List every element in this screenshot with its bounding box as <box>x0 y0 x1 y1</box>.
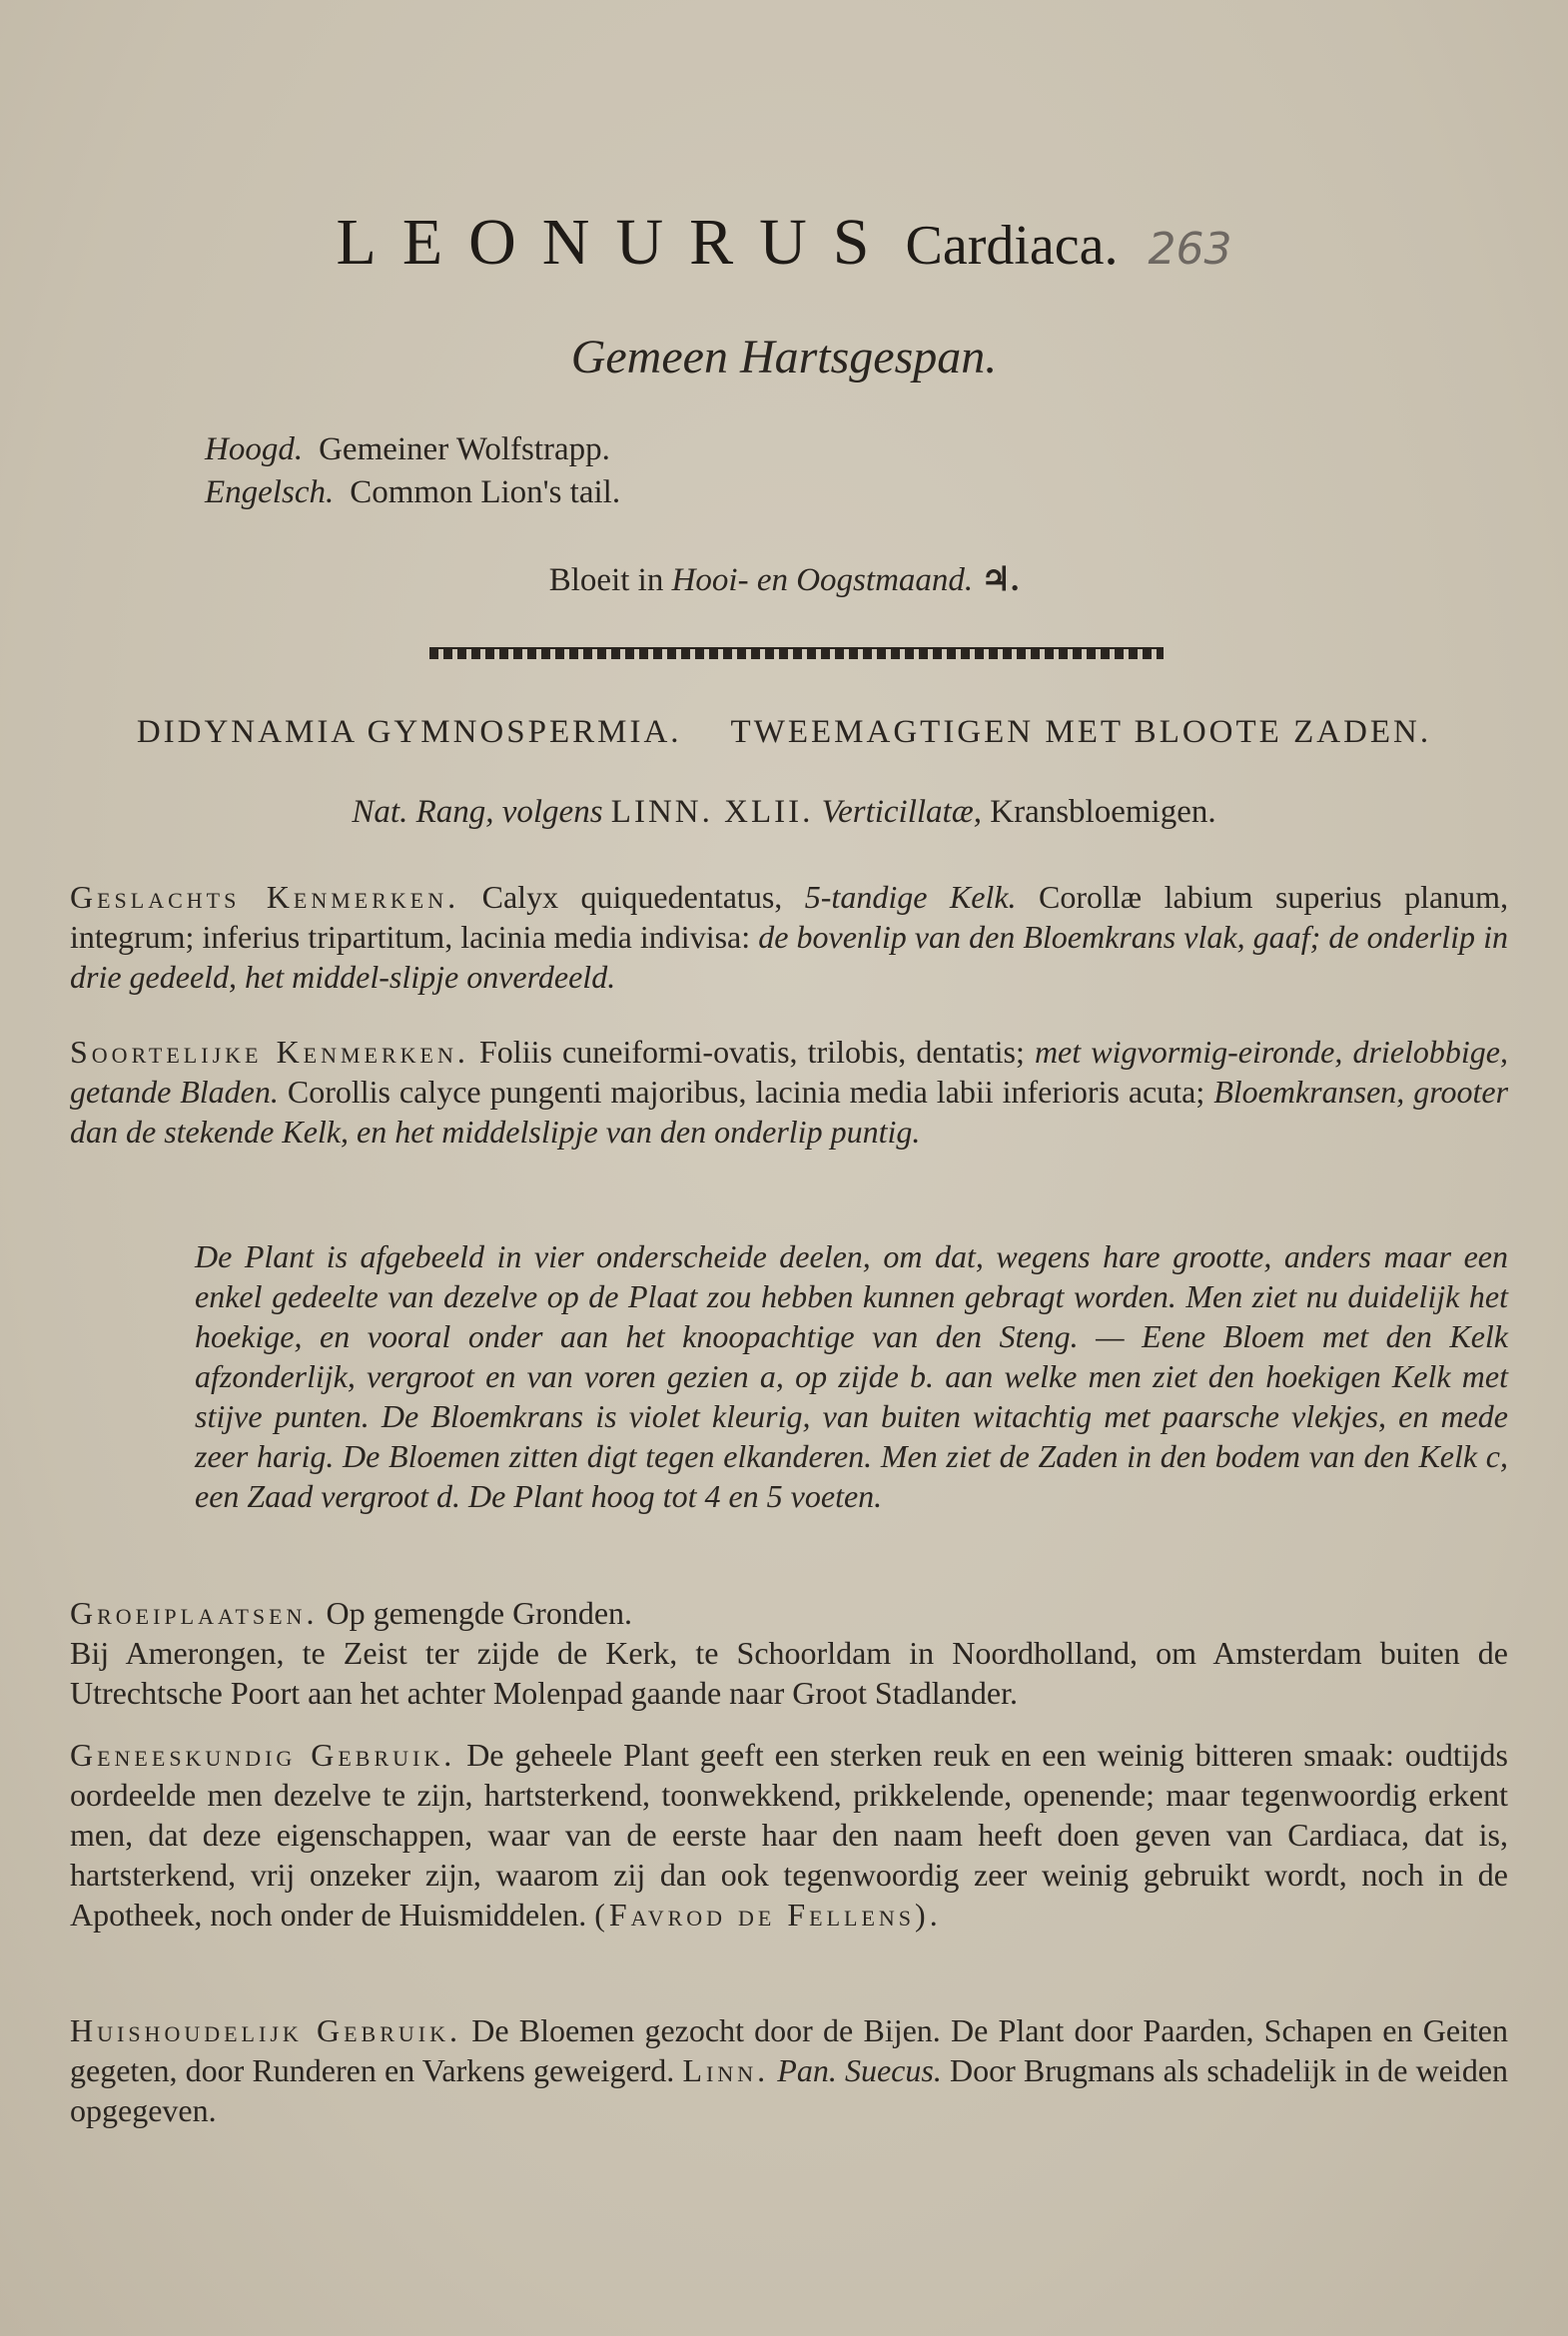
page-title <box>0 205 1568 281</box>
household-text-2: Door Brugmans als schadelijk in de weiden opgegeven. <box>70 2052 1509 2128</box>
section-heading: Huishoudelijk Gebruik. <box>70 2012 461 2048</box>
flowering-prefix: Bloeit in <box>548 562 664 598</box>
common-name: Common Lion's tail. <box>350 474 621 510</box>
habitat-locations: Bij Amerongen, te Zeist ter zijde de Kerk, te Schoorldam in Noordholland, om Amsterdam buiten de Utrechtsche Poort aan het achter Molenpad gaande naar Groot Stadlander. <box>70 1635 1508 1711</box>
dutch-text: 5-tandige Kelk. <box>804 879 1017 915</box>
source-citation: (Favrod de Fellens). <box>594 1897 942 1933</box>
latin-text: Calyx quiquedentatus, <box>481 879 783 915</box>
section-heading: Soortelijke Kenmerken. <box>70 1034 469 1070</box>
nat-rang-dutch: Kransbloemigen. <box>990 794 1216 830</box>
species-characteristics <box>70 1032 1508 1152</box>
latin-text: Corollis calyce pungenti majoribus, lacinia media labii inferioris acuta; <box>287 1074 1205 1110</box>
nat-rang-order: Verticillatæ, <box>821 794 982 830</box>
dutch-name: Gemeen Hartsgespan. <box>570 331 998 384</box>
medicinal-text: De geheele Plant geeft een sterken reuk en een weinig bitteren smaak: oudtijds oordeelde men dezelve te zijn, hartsterkend, toonwekkend, prikkelende, openende; maar tegenwoordig erkent men, dat deze eigenschappen, waar van de eerste haar den naam heeft doen geven van Cardiaca, dat is, hartsterkend, vrij onzeker zijn, waarom zij dan ook tegenwoordig zeer weinig gebruikt wordt, noch in de Apotheek, noch onder de Huismiddelen. <box>70 1737 1509 1933</box>
section-heading: Geslachts Kenmerken. <box>70 879 460 915</box>
classification <box>0 714 1568 751</box>
reference-author: Linn. <box>682 2052 770 2088</box>
perennial-symbol: ♃. <box>981 562 1020 598</box>
household-use-section <box>70 2010 1508 2130</box>
section-heading: Groeiplaatsen. <box>70 1595 319 1631</box>
dutch-text: Bloemkransen, grooter dan de stekende Kelk, en het middelslipje van den onderlip puntig. <box>70 1074 1509 1150</box>
genus-characteristics <box>70 877 1508 997</box>
medicinal-use-section <box>70 1735 1508 1935</box>
genus-name: LEONURUS <box>336 206 896 279</box>
classification-dutch: TWEEMAGTIGEN MET BLOOTE ZADEN. <box>730 714 1432 750</box>
folio-number: 263 <box>1148 224 1232 275</box>
habitat-text: Op gemengde Gronden. <box>326 1595 633 1631</box>
common-name-german <box>205 431 610 468</box>
species-name: Cardiaca. <box>905 215 1119 277</box>
dutch-text: de bovenlip van den Bloemkrans vlak, gaaf; de onderlip in drie gedeeld, het middel-slipje onverdeeld. <box>70 919 1509 995</box>
habitat-section <box>70 1593 1508 1713</box>
classification-latin: DIDYNAMIA GYMNOSPERMIA. <box>136 714 682 750</box>
language-label: Engelsch. <box>205 474 335 510</box>
flowering-time <box>0 559 1568 599</box>
reference-work: Pan. Suecus. <box>777 2052 942 2088</box>
common-name: Gemeiner Wolfstrapp. <box>319 431 610 467</box>
nat-rang-prefix: Nat. Rang, volgens <box>352 794 603 830</box>
language-label: Hoogd. <box>205 431 304 467</box>
plant-description: De Plant is afgebeeld in vier onderscheide deelen, om dat, wegens hare grootte, anders maar een enkel gedeelte van dezelve op de Plaat zou hebben kunnen gebragt worden. Men ziet nu duidelijk het hoekige, en vooral onder aan het knoopachtige van den Steng. — Eene Bloem met den Kelk afzonderlijk, vergroot en van voren gezien a, op zijde b. aan welke men ziet den hoekigen Kelk met stijve punten. De Bloemkrans is violet kleurig, van buiten witachtig met paarsche vlekjes, en mede zeer harig. De Bloemen zitten digt tegen elkanderen. Men ziet de Zaden in den bodem van den Kelk c, een Zaad vergroot d. De Plant hoog tot 4 en 5 voeten. <box>195 1238 1508 1514</box>
household-text: De Bloemen gezocht door de Bijen. De Plant door Paarden, Schapen en Geiten gegeten, door Runderen en Varkens geweigerd. <box>70 2012 1509 2088</box>
common-name-english <box>205 474 620 511</box>
dutch-text: met wigvormig-eironde, drielobbige, getande Bladen. <box>70 1034 1508 1110</box>
nat-rang-author: LINN. XLII. <box>610 794 814 830</box>
natural-rank <box>0 794 1568 831</box>
latin-text: Foliis cuneiformi-ovatis, trilobis, dentatis; <box>479 1034 1025 1070</box>
flowering-months: Hooi- en Oogstmaand. <box>671 562 974 598</box>
section-heading: Geneeskundig Gebruik. <box>70 1737 456 1773</box>
ornamental-divider <box>429 647 1164 659</box>
latin-text: Corollæ labium superius planum, integrum; inferius tripartitum, lacinia media indivisa: <box>70 879 1509 955</box>
